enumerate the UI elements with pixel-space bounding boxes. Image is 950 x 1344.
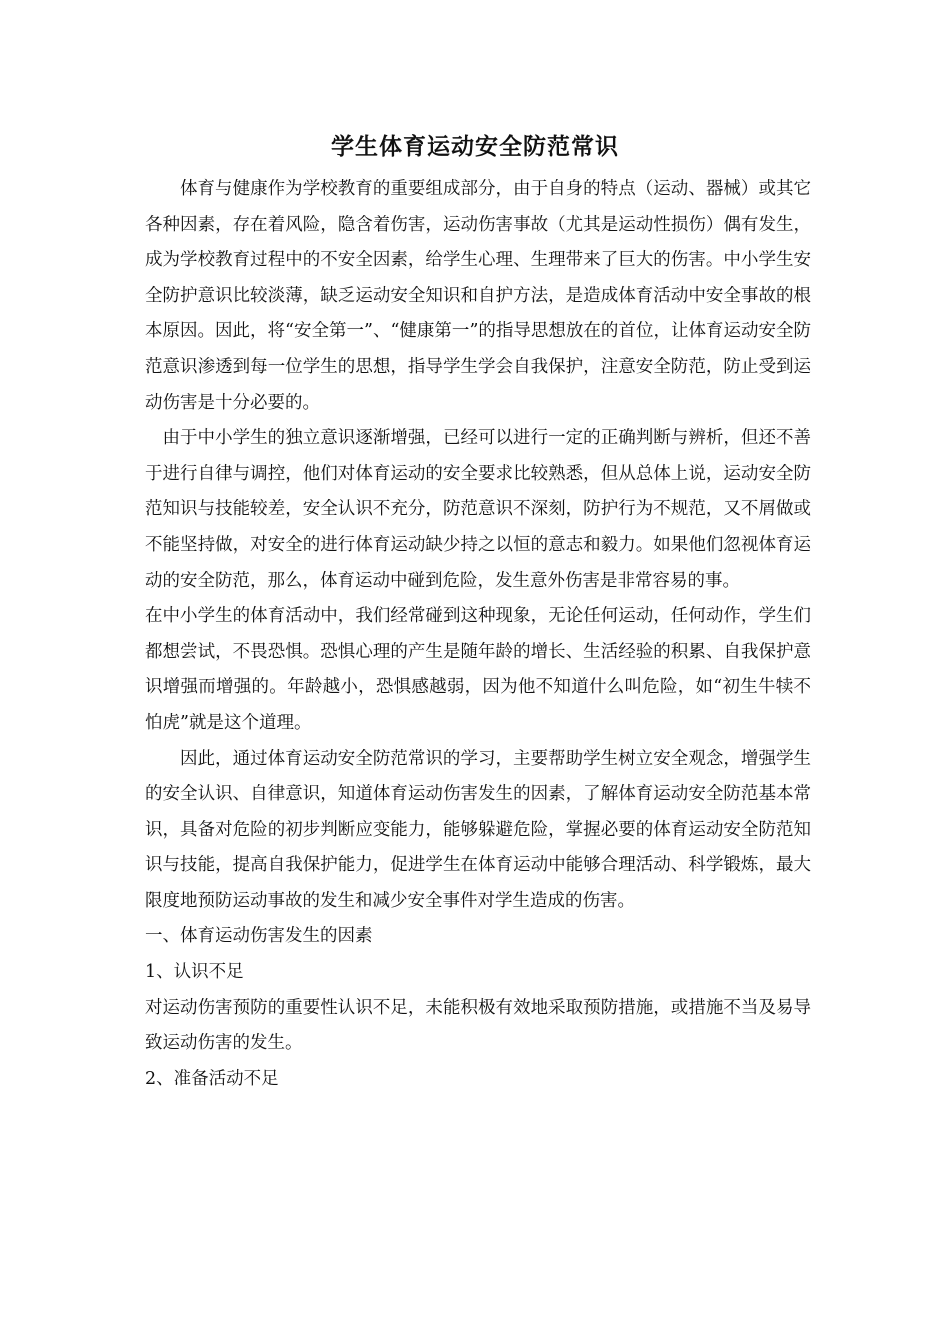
document-body [145, 172, 811, 1097]
paragraph-purpose: 因此，通过体育运动安全防范常识的学习，主要帮助学生树立安全观念，增强学生的安全认识、自律意识，知道体育运动伤害发生的因素，了解体育运动安全防范基本常识，具备对危险的初步判断应变能力，能够躲避危险，掌握必要的体育运动安全防范知识与技能，提高自我保护能力，促进学生在体育运动中能够合理活动、科学锻炼，最大限度地预防运动事故的发生和减少安全事件对学生造成的伤害。 [145, 748, 811, 911]
subheading-2: 2、准备活动不足 [145, 1068, 279, 1089]
paragraph-fear: 在中小学生的体育活动中，我们经常碰到这种现象，无论任何运动，任何动作，学生们都想尝试，不畏恐惧。恐惧心理的产生是随年龄的增长、生活经验的积累、自我保护意识增强而增强的。年龄越小，恐惧感越弱，因为他不知道什么叫危险，如“初生牛犊不怕虎”就是这个道理。 [145, 606, 811, 733]
section-heading: 一、体育运动伤害发生的因素 [145, 926, 373, 947]
paragraph-intro: 体育与健康作为学校教育的重要组成部分，由于自身的特点（运动、器械）或其它各种因素，存在着风险，隐含着伤害，运动伤害事故（尤其是运动性损伤）偶有发生，成为学校教育过程中的不安全因素，给学生心理、生理带来了巨大的伤害。中小学生安全防护意识比较淡薄，缺乏运动安全知识和自护方法，是造成体育活动中安全事故的根本原因。因此，将“安全第一”、“健康第一”的指导思想放在的首位，让体育运动安全防范意识渗透到每一位学生的思想，指导学生学会自我保护，注意安全防范，防止受到运动伤害是十分必要的。 [145, 179, 811, 413]
paragraph-independence: 由于中小学生的独立意识逐渐增强，已经可以进行一定的正确判断与辨析，但还不善于进行自律与调控，他们对体育运动的安全要求比较熟悉，但从总体上说，运动安全防范知识与技能较差，安全认识不充分，防范意识不深刻，防护行为不规范，又不屑做或不能坚持做，对安全的进行体育运动缺少持之以恒的意志和毅力。如果他们忽视体育运动的安全防范，那么，体育运动中碰到危险，发生意外伤害是非常容易的事。 [145, 428, 811, 591]
subheading-1: 1、认识不足 [145, 962, 244, 983]
paragraph-awareness: 对运动伤害预防的重要性认识不足，未能积极有效地采取预防措施，或措施不当及易导致运动伤害的发生。 [145, 997, 811, 1054]
document-title: 学生体育运动安全防范常识 [331, 134, 619, 160]
